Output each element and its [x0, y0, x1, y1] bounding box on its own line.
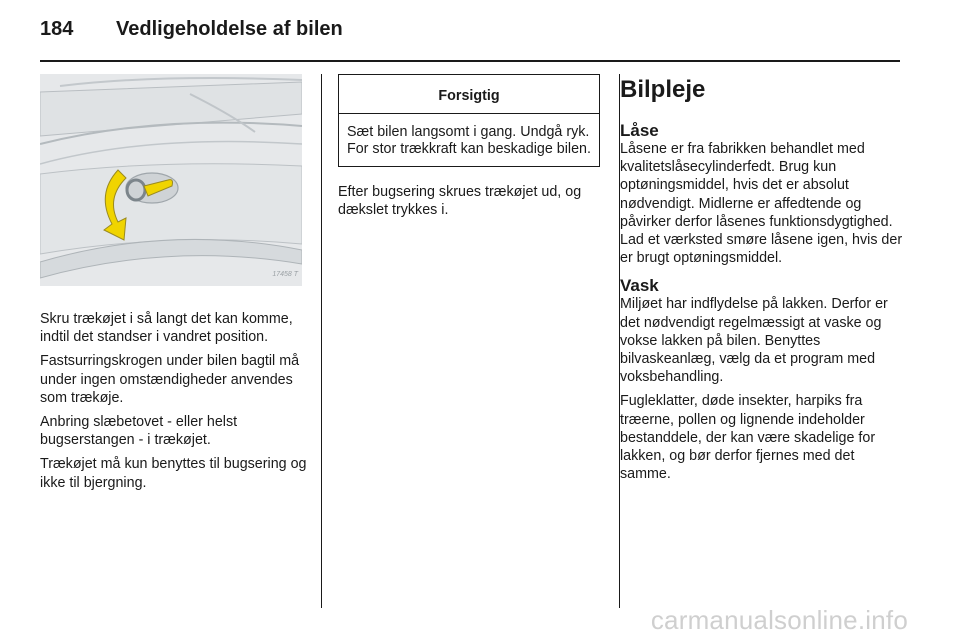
- figure-code: 17458 T: [272, 270, 298, 278]
- section-title: Bilpleje: [620, 76, 706, 103]
- bumper-tow-eye-drawing: [40, 74, 302, 286]
- left-column: [40, 74, 308, 498]
- page-number: 184: [40, 18, 74, 40]
- watermark: carmanualsonline.info: [650, 605, 908, 635]
- middle-column: [338, 74, 600, 226]
- page-title: Vedligeholdelse af bilen: [116, 18, 343, 40]
- paragraph: Efter bugsering skrues trækøjet ud, og dækslet trykkes i.: [338, 184, 582, 219]
- paragraph: Skru trækøjet i så langt det kan komme, indtil det standser i vandret position.: [40, 311, 293, 346]
- column-divider-left: [321, 74, 322, 608]
- paragraph: Fastsurringskrogen under bilen bagtil må under ingen omstændigheder anvendes som trækøje.: [40, 353, 300, 406]
- header-rule: [40, 60, 900, 62]
- page-header: [40, 18, 343, 48]
- paragraph: Anbring slæbetovet - eller helst bugserstangen - i trækøjet.: [40, 414, 238, 449]
- paragraph: Miljøet har indflydelse på lakken. Derfor er det nødvendigt regelmæssigt at vaske og vokse lakken på bilen. Benyttes bilvaskeanlæg, vælg da et program med voksbehandling.: [620, 296, 888, 386]
- subheading-wash: Vask: [620, 276, 659, 296]
- tow-eye-illustration: [40, 74, 302, 286]
- caution-box: [338, 74, 600, 167]
- paragraph: Trækøjet må kun benyttes til bugsering og ikke til bjergning.: [40, 456, 307, 491]
- caution-heading: Forsigtig: [339, 75, 599, 114]
- left-column-text: [40, 298, 308, 492]
- paragraph: Fugleklatter, døde insekter, harpiks fra træerne, pollen og lignende indeholder bestanddele, der kan være skadelige for lakken, og bør derfor fjernes med det samme.: [620, 393, 876, 483]
- caution-body: Sæt bilen langsomt i gang. Undgå ryk. For stor trækkraft kan beskadige bilen.: [347, 124, 591, 158]
- right-column: [620, 74, 904, 489]
- subheading-locks: Låse: [620, 121, 659, 140]
- paragraph: Låsene er fra fabrikken behandlet med kvalitetslåsecylinderfedt. Brug kun optøningsmiddel, hvis det er absolut nødvendigt. Midlerne er affedtende og påvirker derfor låsenes funktionsdygtighed. Lad et værksted smøre låsene igen, hvis der er brugt optøningsmiddel.: [620, 141, 903, 267]
